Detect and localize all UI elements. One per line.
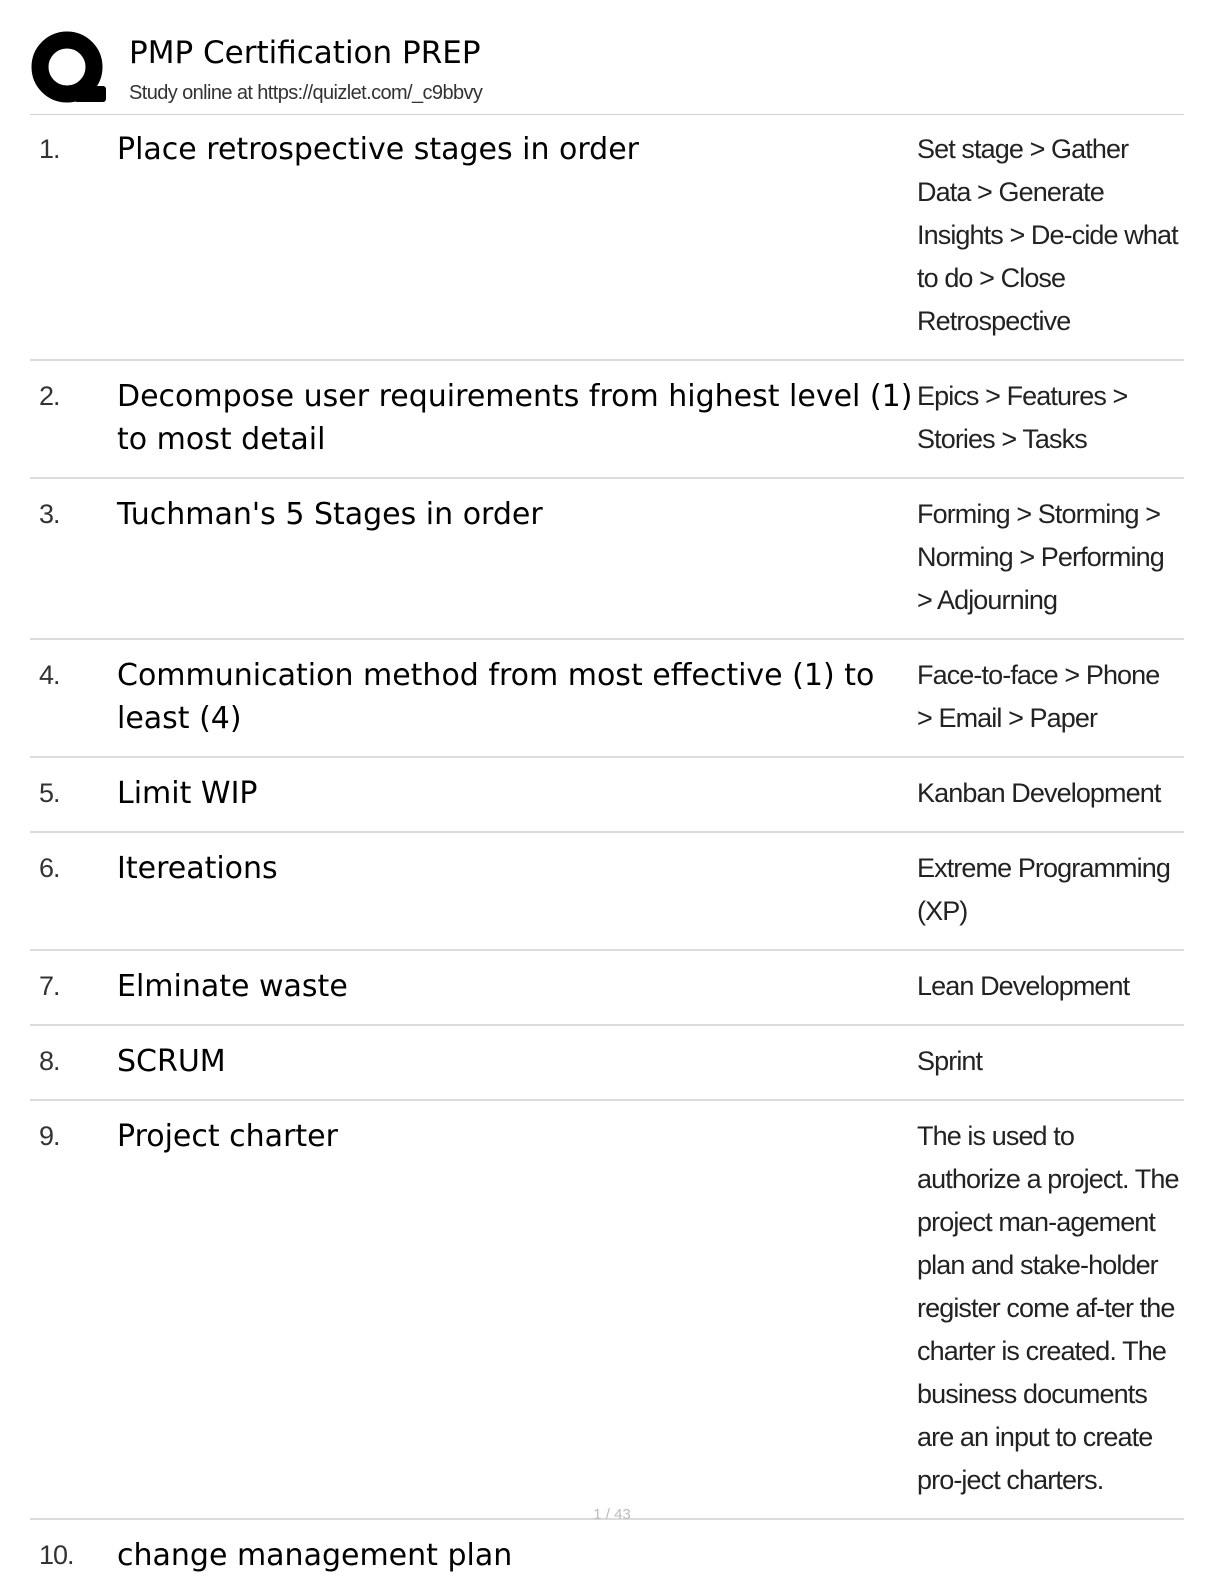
row-term: SCRUM — [117, 1044, 226, 1079]
row-term: Tuchman's 5 Stages in order — [117, 497, 543, 532]
row-definition: Face-to-face > Phone > Email > Paper — [917, 660, 1160, 733]
row-definition: Forming > Storming > Norming > Performing > Adjourning — [917, 499, 1164, 615]
page-number: 1 / 43 — [593, 1506, 631, 1523]
flashcard-row — [30, 1101, 1184, 1520]
row-number: 10. — [39, 1540, 74, 1570]
row-term: Itereations — [117, 851, 278, 886]
row-definition: The is used to authorize a project. The project man-agement plan and stake-holder register come af-ter the charter is created. The business documents are an input to create pro-ject charters. — [917, 1121, 1179, 1495]
quizlet-logo-icon — [30, 30, 108, 108]
flashcard-row — [30, 1520, 1184, 1593]
flashcard-row — [30, 640, 1184, 758]
flashcard-row — [30, 1026, 1184, 1101]
row-number: 2. — [39, 381, 60, 411]
row-term: Elminate waste — [117, 969, 348, 1004]
row-definition: Kanban Development — [917, 778, 1161, 808]
flashcard-list — [30, 114, 1184, 1593]
row-number: 8. — [39, 1046, 60, 1076]
row-term: Decompose user requirements from highest level (1) to most detail — [117, 379, 913, 457]
row-number: 5. — [39, 778, 60, 808]
row-definition: Extreme Programming (XP) — [917, 853, 1170, 926]
row-term: Project charter — [117, 1119, 338, 1154]
row-number: 6. — [39, 853, 60, 883]
row-number: 1. — [39, 134, 60, 164]
row-number: 4. — [39, 660, 60, 690]
row-term: change management plan — [117, 1538, 513, 1573]
flashcard-row — [30, 758, 1184, 833]
row-definition: Sprint — [917, 1046, 983, 1076]
document-title: PMP Certification PREP — [129, 35, 481, 71]
row-definition — [917, 1534, 1179, 1577]
flashcard-row — [30, 833, 1184, 951]
flashcard-row — [30, 479, 1184, 640]
document-subtitle: Study online at https://quizlet.com/_c9bbvy — [129, 82, 483, 104]
row-definition: Lean Development — [917, 971, 1130, 1001]
document-header — [30, 28, 1184, 115]
row-number: 9. — [39, 1121, 60, 1151]
row-number: 3. — [39, 499, 60, 529]
flashcard-row — [30, 114, 1184, 361]
row-definition: Epics > Features > Stories > Tasks — [917, 381, 1128, 454]
flashcard-row — [30, 361, 1184, 479]
row-definition: Set stage > Gather Data > Generate Insights > De-cide what to do > Close Retrospective — [917, 134, 1178, 336]
row-term: Limit WIP — [117, 776, 258, 811]
row-term: Communication method from most effective (1) to least (4) — [117, 658, 875, 736]
row-number: 7. — [39, 971, 60, 1001]
row-term: Place retrospective stages in order — [117, 132, 640, 167]
flashcard-row — [30, 951, 1184, 1026]
